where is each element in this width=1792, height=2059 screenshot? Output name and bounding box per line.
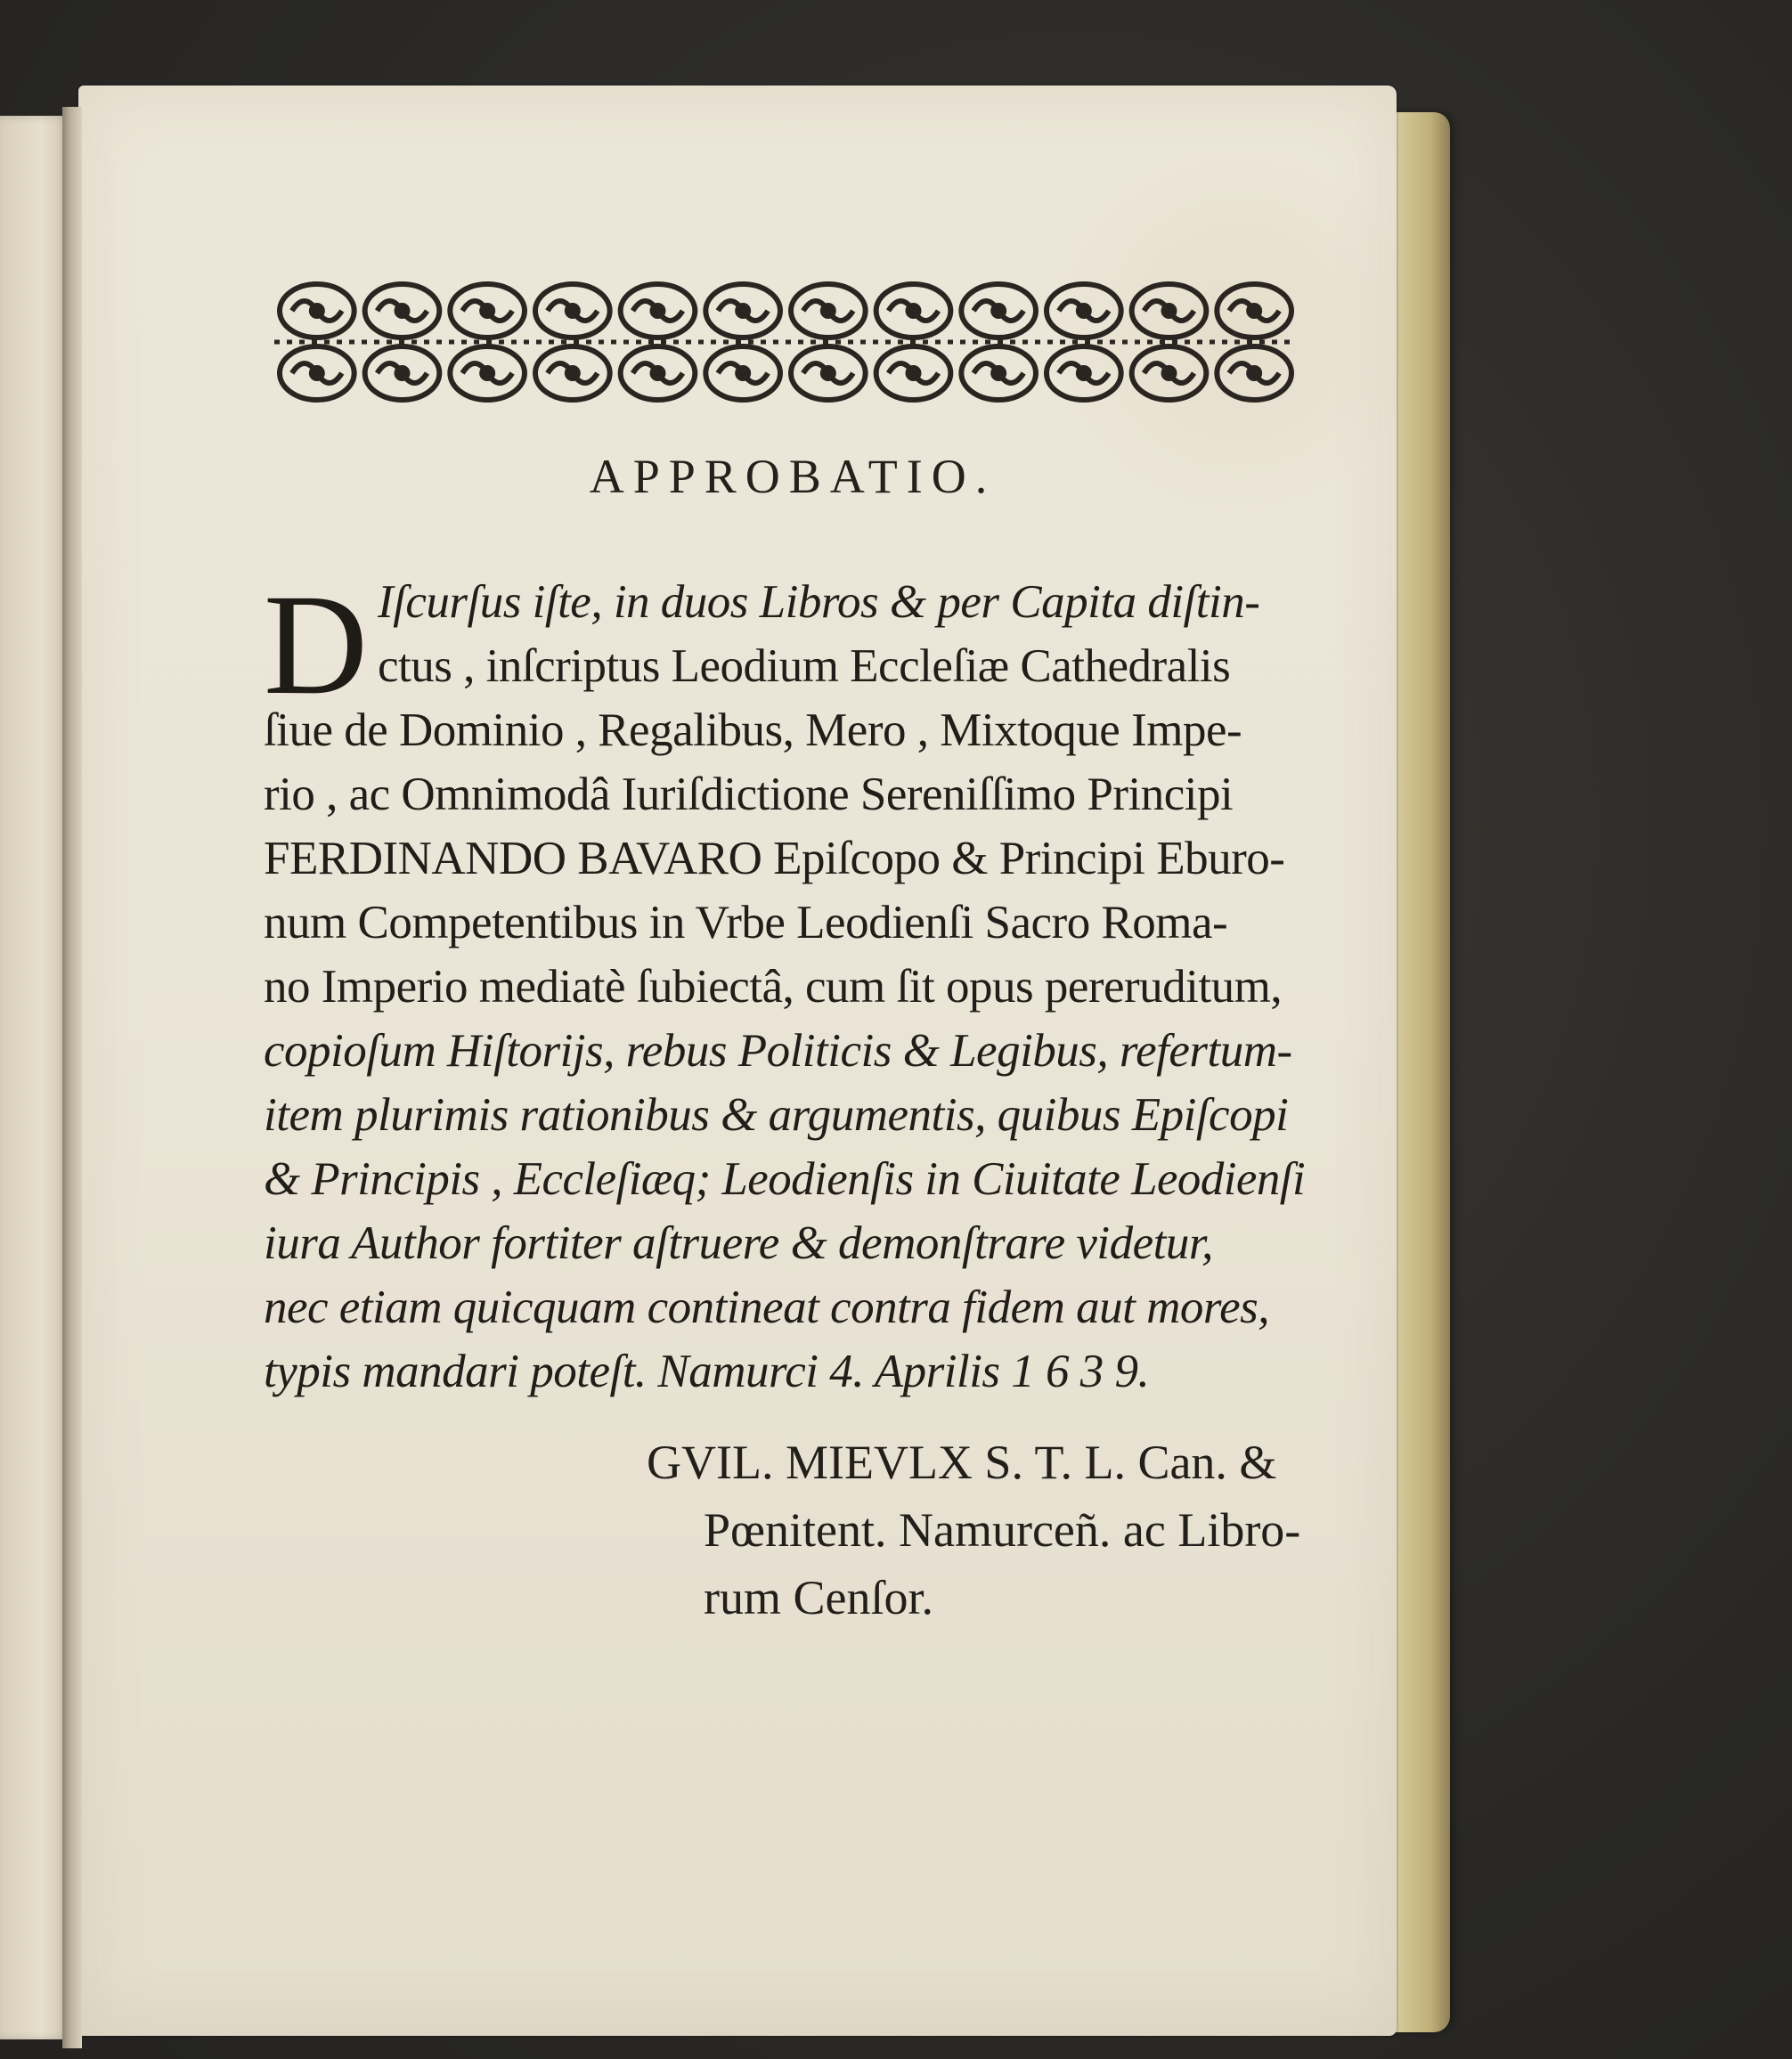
ornament-dot [908,368,919,378]
ornament-dot [567,368,578,378]
text-line: FERDINANDO BAVARO Epiſcopo & Principi Eburo- [264,833,1285,884]
ornament-dot [482,305,493,316]
ornament-dot [908,305,919,316]
text-line: num Competentibus in Vrbe Leodienſi Sacro Roma- [264,897,1228,948]
ornament-dot [993,305,1004,316]
ornament-dot [397,368,408,378]
book-gutter [62,107,82,2048]
text-line: typis mandari poteſt. Namurci 4. Aprilis 1 6 3 9. [264,1346,1150,1397]
ornament-dot [567,305,578,316]
ornament-dot [1079,305,1089,316]
signature-line: rum Cenſor. [704,1571,933,1624]
ornament-dot [1249,305,1259,316]
ornament-dot [482,368,493,378]
ornament-dot [737,305,748,316]
signature-line: GVIL. MIEVLX S. T. L. Can. & [647,1436,1277,1489]
text-line: item plurimis rationibus & argumentis, quibus Epiſcopi [264,1089,1289,1141]
ornament-dot [397,305,408,316]
ornament-dot [1164,305,1175,316]
text-line: Iſcurſus iſte, in duos Libros & per Capita diſtin- [378,576,1260,628]
decorative-headpiece-ornament [274,279,1297,405]
ornament-dot [312,368,322,378]
ornament-dot [653,305,664,316]
page-title: APPROBATIO. [589,450,997,503]
ornament-dot [823,368,834,378]
signature-line: Pœnitent. Namurceñ. ac Libro- [704,1503,1301,1557]
text-line: rio , ac Omnimodâ Iuriſdictione Sereniſſimo Principi [264,769,1234,820]
text-line: ſiue de Dominio , Regalibus, Mero , Mixtoque Impe- [264,704,1242,756]
text-line: iura Author fortiter aſtruere & demonſtrare videtur, [264,1217,1213,1269]
left-page-edge [0,116,69,2039]
ornament-dot [737,368,748,378]
ornament-dot [653,368,664,378]
ornament-dot [1249,368,1259,378]
drop-cap: D [264,566,368,725]
text-line: & Principis , Eccleſiæq; Leodienſis in Ciuitate Leodienſi [264,1153,1306,1205]
ornament-dot [1079,368,1089,378]
text-line: no Imperio mediatè ſubiectâ, cum ſit opus pereruditum, [264,961,1283,1013]
text-line: nec etiam quicquam contineat contra fidem aut mores, [264,1282,1269,1333]
ornament-dot [993,368,1004,378]
text-line: copioſum Hiſtorijs, rebus Politicis & Legibus, refertum- [264,1025,1292,1077]
text-line: ctus , inſcriptus Leodium Eccleſiæ Cathedralis [378,640,1231,692]
ornament-dot [312,305,322,316]
ornament-dot [823,305,834,316]
ornament-dot [1164,368,1175,378]
